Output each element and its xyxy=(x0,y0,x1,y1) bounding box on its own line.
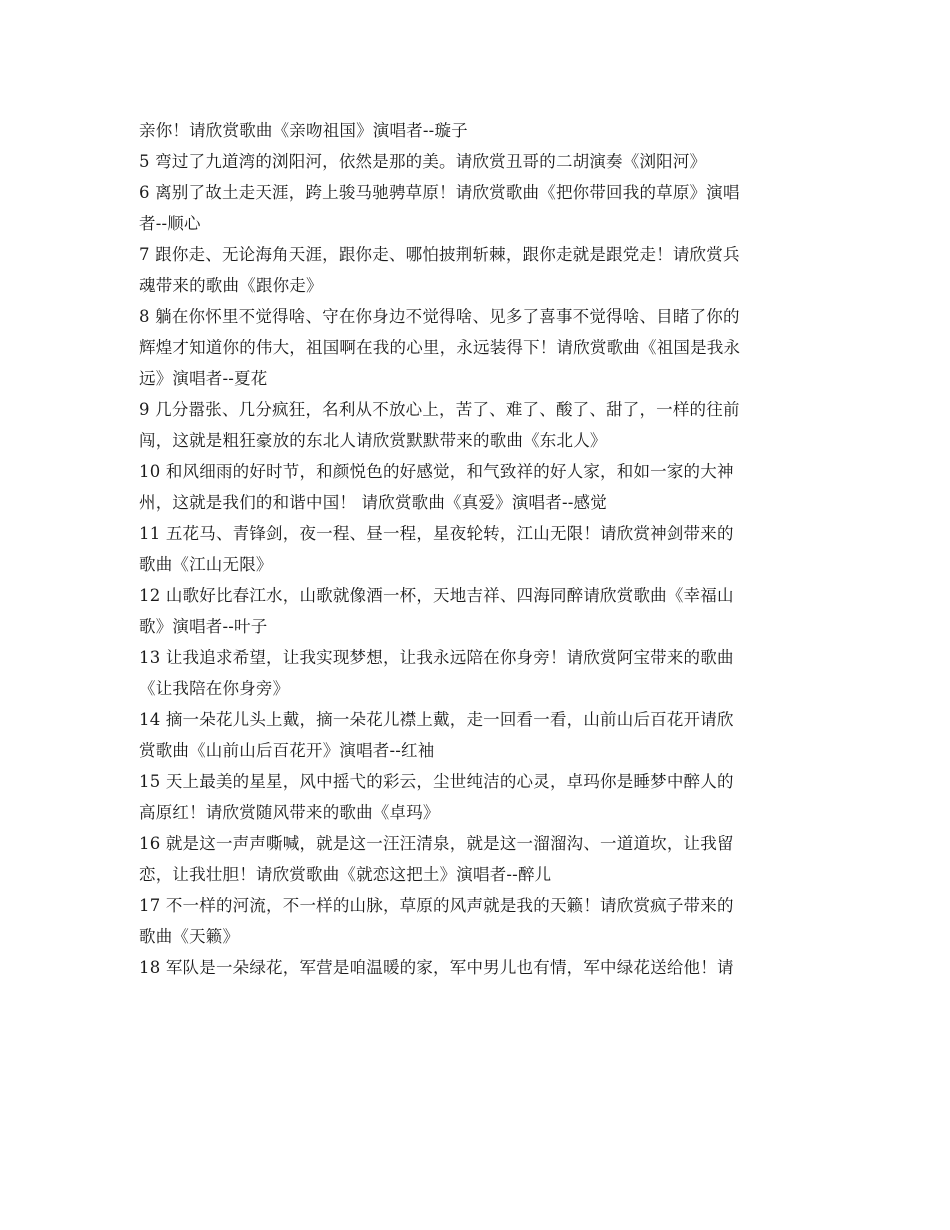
document-body xyxy=(139,115,819,983)
text-line: 7 跟你走、无论海角天涯，跟你走、哪怕披荆斩棘，跟你走就是跟党走！请欣赏兵 xyxy=(139,245,740,264)
text-line: 亲你！请欣赏歌曲《亲吻祖国》演唱者--璇子 xyxy=(139,121,468,140)
text-line: 14 摘一朵花儿头上戴，摘一朵花儿襟上戴，走一回看一看，山前山后百花开请欣 xyxy=(139,710,734,729)
text-line: 歌曲《天籁》 xyxy=(139,927,240,946)
text-line: 10 和风细雨的好时节，和颜悦色的好感觉，和气致祥的好人家，和如一家的大神 xyxy=(139,462,734,481)
text-line: 恋，让我壮胆！请欣赏歌曲《就恋这把土》演唱者--醉儿 xyxy=(139,865,552,884)
text-line: 9 几分嚣张、几分疯狂，名利从不放心上，苦了、难了、酸了、甜了，一样的往前 xyxy=(139,400,740,419)
text-line: 17 不一样的河流，不一样的山脉，草原的风声就是我的天籁！请欣赏疯子带来的 xyxy=(139,896,734,915)
text-line: 15 天上最美的星星，风中摇弋的彩云，尘世纯洁的心灵，卓玛你是睡梦中醉人的 xyxy=(139,772,734,791)
text-line: 远》演唱者--夏花 xyxy=(139,369,268,388)
text-line: 歌曲《江山无限》 xyxy=(139,555,273,574)
text-line: 13 让我追求希望，让我实现梦想，让我永远陪在你身旁！请欣赏阿宝带来的歌曲 xyxy=(139,648,734,667)
text-line: 《让我陪在你身旁》 xyxy=(139,679,290,698)
text-line: 11 五花马、青锋剑，夜一程、昼一程，星夜轮转，江山无限！请欣赏神剑带来的 xyxy=(139,524,734,543)
text-line: 高原红！请欣赏随风带来的歌曲《卓玛》 xyxy=(139,803,440,822)
text-line: 闯，这就是粗狂豪放的东北人请欣赏默默带来的歌曲《东北人》 xyxy=(139,431,607,450)
text-line: 16 就是这一声声嘶喊，就是这一汪汪清泉，就是这一溜溜沟、一道道坎，让我留 xyxy=(139,834,734,853)
text-line: 魂带来的歌曲《跟你走》 xyxy=(139,276,323,295)
text-line: 州，这就是我们的和谐中国！ 请欣赏歌曲《真爱》演唱者--感觉 xyxy=(139,493,607,512)
text-line: 6 离别了故土走天涯，跨上骏马驰骋草原！请欣赏歌曲《把你带回我的草原》演唱 xyxy=(139,183,740,202)
text-line: 18 军队是一朵绿花，军营是咱温暖的家，军中男儿也有情，军中绿花送给他！请 xyxy=(139,958,734,977)
text-line: 赏歌曲《山前山后百花开》演唱者--红袖 xyxy=(139,741,435,760)
text-line: 歌》演唱者--叶子 xyxy=(139,617,268,636)
text-line: 5 弯过了九道湾的浏阳河，依然是那的美。请欣赏丑哥的二胡演奏《浏阳河》 xyxy=(139,152,707,171)
text-line: 辉煌才知道你的伟大，祖国啊在我的心里，永远装得下！请欣赏歌曲《祖国是我永 xyxy=(139,338,741,357)
text-line: 12 山歌好比春江水，山歌就像酒一杯，天地吉祥、四海同醉请欣赏歌曲《幸福山 xyxy=(139,586,734,605)
text-line: 者--顺心 xyxy=(139,214,201,233)
text-line: 8 躺在你怀里不觉得啥、守在你身边不觉得啥、见多了喜事不觉得啥、目睹了你的 xyxy=(139,307,740,326)
